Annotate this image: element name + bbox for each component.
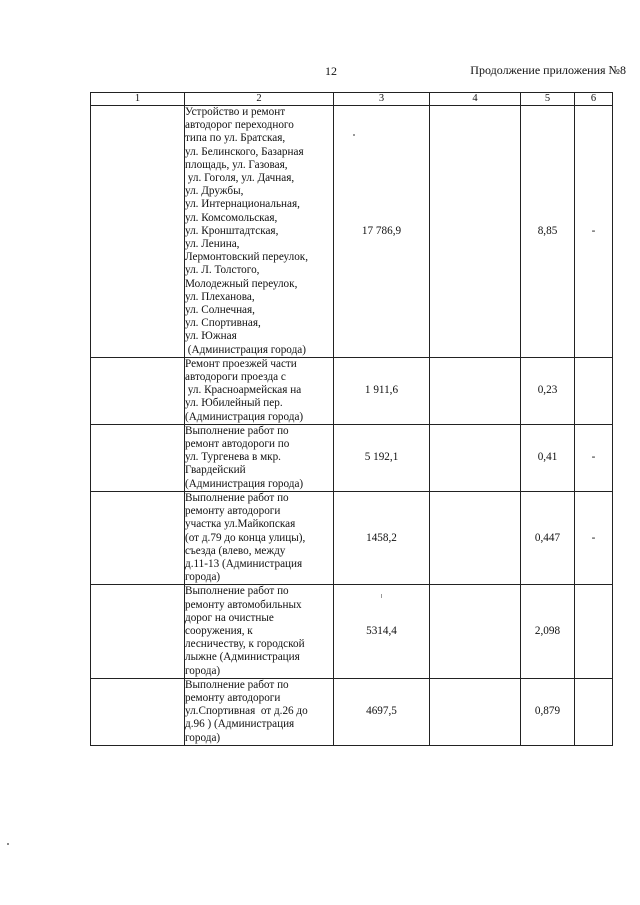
table-row [91, 678, 613, 745]
cell-col-6 [575, 585, 613, 678]
cell-col-1 [91, 585, 185, 678]
cell-col-1 [91, 491, 185, 584]
description-line: д.11-13 (Администрация [185, 557, 303, 570]
description-line: ул. Дружбы, [185, 185, 244, 198]
cell-length: 0,447 [521, 491, 575, 584]
cell-col-6: - [575, 424, 613, 491]
description-line: ул. Красноармейская на [185, 384, 302, 397]
cell-col-1 [91, 106, 185, 358]
description-line: лыжне (Администрация [185, 651, 300, 664]
description-line: ул. Плеханова, [185, 290, 255, 303]
column-header-2: 2 [185, 93, 334, 106]
cell-amount: 4697,5 [334, 678, 430, 745]
cell-col-4 [430, 357, 521, 424]
description-line: (Администрация города) [185, 343, 306, 356]
works-table [90, 92, 613, 746]
description-line: автодорог переходного [185, 119, 294, 132]
appendix-continuation-note: Продолжение приложения №8 [470, 63, 626, 77]
description-line: автодороги проезда с [185, 371, 286, 384]
cell-description [185, 491, 334, 584]
description-line: ул. Южная [185, 330, 237, 343]
cell-length: 0,879 [521, 678, 575, 745]
scan-speck [7, 843, 9, 845]
description-line: Устройство и ремонт [185, 106, 286, 118]
description-line: Выполнение работ по [185, 585, 289, 598]
description-line: Выполнение работ по [185, 424, 289, 437]
description-line: ул. Белинского, Базарная [185, 145, 304, 158]
cell-col-6 [575, 678, 613, 745]
description-line: (Администрация города) [185, 477, 304, 490]
table-row [91, 106, 613, 358]
description-line: ул. Л. Толстого, [185, 264, 260, 277]
table-row [91, 491, 613, 584]
page-number: 12 [325, 64, 337, 78]
description-line: Выполнение работ по [185, 678, 289, 691]
cell-col-6 [575, 357, 613, 424]
description-line: ул.Спортивная от д.26 до [185, 705, 308, 718]
cell-length: 2,098 [521, 585, 575, 678]
cell-amount: 5314,4 [334, 585, 430, 678]
cell-col-1 [91, 357, 185, 424]
cell-amount: 1458,2 [334, 491, 430, 584]
cell-amount: 5 192,1 [334, 424, 430, 491]
description-line: (Администрация города) [185, 410, 304, 423]
cell-length: 0,41 [521, 424, 575, 491]
table-row [91, 585, 613, 678]
column-header-1: 1 [91, 93, 185, 106]
description-line: Выполнение работ по [185, 491, 289, 504]
scan-speck [381, 594, 382, 598]
description-line: дорог на очистные [185, 611, 274, 624]
description-line: лесничеству, к городской [185, 638, 305, 651]
column-number-header-row [91, 93, 613, 106]
description-line: ул. Тургенева в мкр. [185, 451, 281, 464]
cell-description [185, 678, 334, 745]
description-line: города) [185, 731, 221, 744]
description-line: ул. Солнечная, [185, 304, 255, 317]
cell-col-1 [91, 678, 185, 745]
description-line: типа по ул. Братская, [185, 132, 286, 145]
cell-col-4 [430, 678, 521, 745]
column-header-4: 4 [430, 93, 521, 106]
description-line: Гвардейский [185, 464, 246, 477]
cell-description [185, 106, 334, 358]
cell-length: 0,23 [521, 357, 575, 424]
cell-col-4 [430, 491, 521, 584]
cell-col-6: - [575, 106, 613, 358]
description-line: ул. Кронштадтская, [185, 224, 279, 237]
description-line: ул. Спортивная, [185, 317, 261, 330]
description-line: съезда (влево, между [185, 544, 286, 557]
table-row [91, 357, 613, 424]
cell-col-4 [430, 424, 521, 491]
column-header-3: 3 [334, 93, 430, 106]
cell-amount: 1 911,6 [334, 357, 430, 424]
description-line: д.96 ) (Администрация [185, 718, 295, 731]
column-header-5: 5 [521, 93, 575, 106]
description-line: (от д.79 до конца улицы), [185, 531, 306, 544]
description-line: площадь, ул. Газовая, [185, 158, 288, 171]
cell-description [185, 357, 334, 424]
cell-col-4 [430, 585, 521, 678]
description-line: Молодежный переулок, [185, 277, 298, 290]
description-line: города) [185, 664, 221, 677]
description-line: ремонт автодороги по [185, 438, 290, 451]
description-line: города) [185, 571, 221, 584]
cell-description [185, 424, 334, 491]
cell-length: 8,85 [521, 106, 575, 358]
cell-col-6: - [575, 491, 613, 584]
table-body [91, 106, 613, 746]
description-line: ул. Интернациональная, [185, 198, 300, 211]
scan-speck [353, 134, 355, 136]
cell-description [185, 585, 334, 678]
cell-col-4 [430, 106, 521, 358]
description-line: Лермонтовский переулок, [185, 251, 309, 264]
cell-amount: 17 786,9 [334, 106, 430, 358]
description-line: ул. Юбилейный пер. [185, 397, 283, 410]
description-line: ремонту автомобильных [185, 598, 302, 611]
description-line: ремонту автодороги [185, 505, 281, 518]
column-header-6: 6 [575, 93, 613, 106]
description-line: ремонту автодороги [185, 691, 281, 704]
description-line: участка ул.Майкопская [185, 518, 296, 531]
cell-col-1 [91, 424, 185, 491]
table-row [91, 424, 613, 491]
description-line: ул. Ленина, [185, 238, 240, 251]
description-line: ул. Комсомольская, [185, 211, 278, 224]
description-line: Ремонт проезжей части [185, 357, 297, 370]
description-line: сооружения, к [185, 624, 253, 637]
description-line: ул. Гоголя, ул. Дачная, [185, 172, 295, 185]
